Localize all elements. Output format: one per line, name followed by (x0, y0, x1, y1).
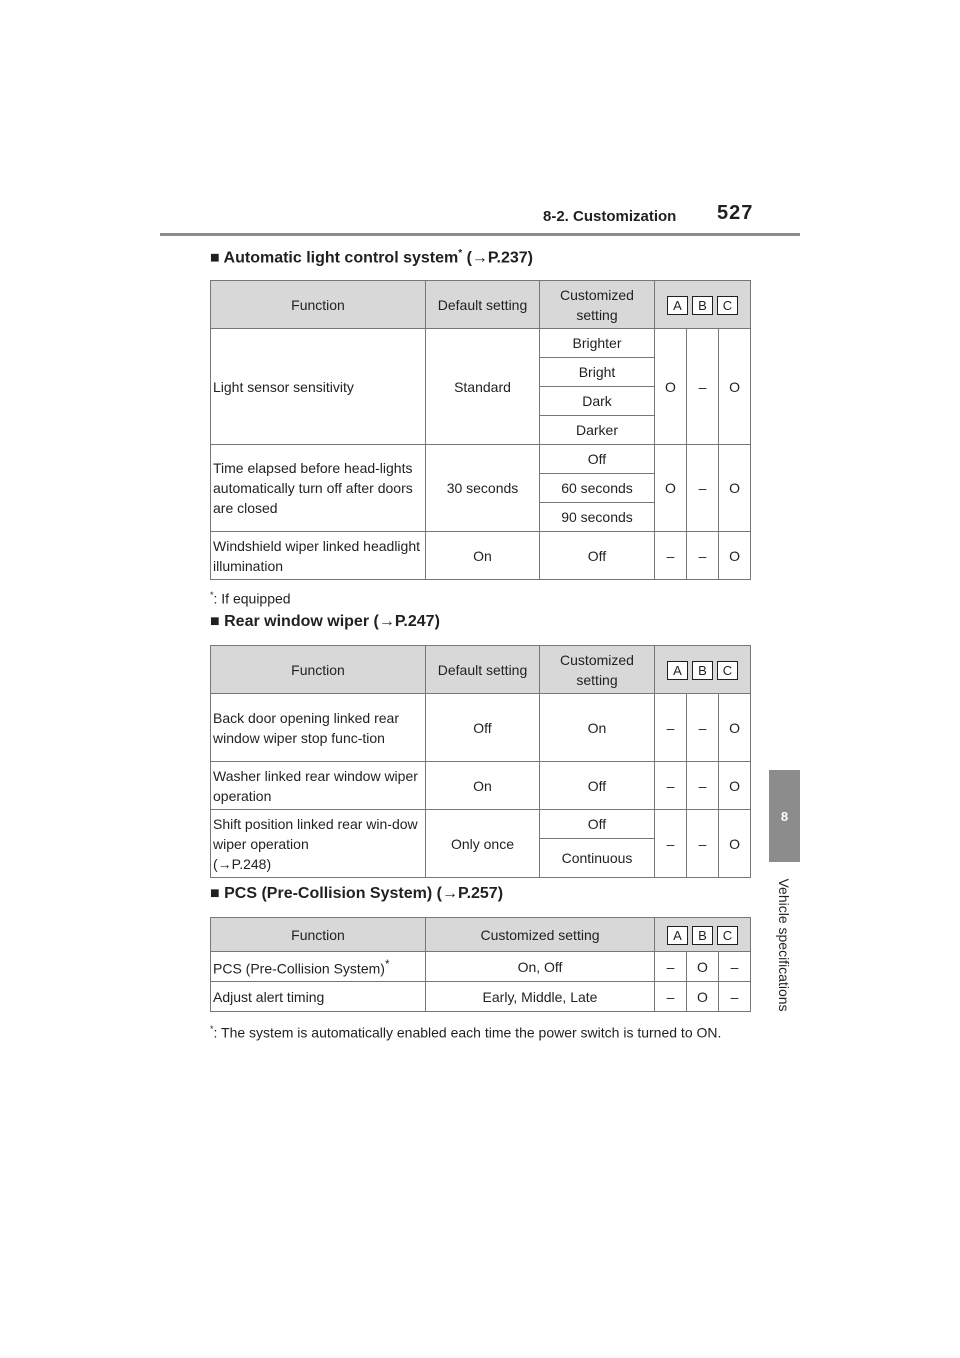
column-header-default: Default setting (426, 646, 540, 694)
footnote-pcs (210, 1020, 755, 1043)
heading-text: Automatic light control system (223, 249, 459, 267)
asterisk-mark: * (210, 590, 214, 600)
asterisk-mark: * (384, 957, 390, 971)
section-title: 8-2. Customization (543, 208, 677, 225)
a-cell: O (655, 329, 687, 445)
footnote-text: : The system is automatically enabled each time the power switch is turned to ON. (213, 1024, 722, 1041)
default-cell: Standard (426, 329, 540, 445)
c-cell: O (719, 762, 751, 810)
chapter-tab (769, 770, 800, 862)
option-cell: 60 seconds (540, 474, 655, 503)
badge-c: C (717, 926, 738, 945)
table-row (211, 982, 751, 1012)
default-cell: Only once (426, 810, 540, 878)
page-reference: P.237) (487, 249, 533, 267)
function-reference (213, 856, 271, 872)
square-bullet-icon: ■ (210, 885, 220, 902)
page-reference: P.248) (231, 855, 272, 872)
ref-open: ( (213, 855, 218, 872)
a-cell: – (655, 982, 687, 1012)
chapter-number: 8 (780, 808, 789, 824)
a-cell: – (655, 952, 687, 982)
arrow-icon: → (441, 885, 458, 902)
table-row (211, 532, 751, 580)
square-bullet-icon: ■ (210, 249, 220, 267)
badge-b: B (692, 296, 713, 315)
heading-ref-open: ( (466, 249, 472, 267)
heading-text: Rear window wiper ( (224, 613, 379, 630)
option-cell: Dark (540, 387, 655, 416)
option-cell: On (540, 694, 655, 762)
table-header-row (211, 918, 751, 952)
option-cell: Brighter (540, 329, 655, 358)
header-divider (160, 233, 800, 236)
badge-a: A (667, 926, 688, 945)
footnote-if-equipped (210, 586, 755, 609)
badge-a: A (667, 296, 688, 315)
default-cell: Off (426, 694, 540, 762)
function-text: PCS (Pre-Collision System) (213, 960, 385, 977)
table-header-row (211, 646, 751, 694)
column-header-function: Function (211, 281, 426, 329)
option-cell: Continuous (540, 839, 655, 878)
b-cell: – (687, 445, 719, 532)
table-row (211, 810, 751, 839)
option-cell: 90 seconds (540, 503, 655, 532)
option-cell: Off (540, 810, 655, 839)
column-header-abc (655, 281, 751, 329)
column-header-customized: Customized setting (426, 918, 655, 952)
arrow-icon: → (471, 249, 488, 267)
square-bullet-icon: ■ (210, 613, 220, 630)
column-header-default: Default setting (426, 281, 540, 329)
asterisk-mark: * (210, 1024, 214, 1034)
b-cell: – (687, 762, 719, 810)
page-reference: P.247) (394, 613, 440, 630)
c-cell: O (719, 532, 751, 580)
b-cell: – (687, 532, 719, 580)
arrow-icon: → (378, 613, 395, 630)
function-cell: Time elapsed before head-lights automatically turn off after doors are closed (211, 445, 426, 532)
section-heading-automatic-light (210, 248, 533, 267)
pcs-table (210, 917, 751, 1012)
column-header-customized: Customized setting (540, 646, 655, 694)
badge-a: A (667, 661, 688, 680)
asterisk-mark: * (458, 248, 463, 259)
column-header-abc (655, 646, 751, 694)
b-cell: O (687, 952, 719, 982)
table-row (211, 694, 751, 762)
function-cell: Light sensor sensitivity (211, 329, 426, 445)
a-cell: – (655, 694, 687, 762)
function-cell (211, 952, 426, 982)
c-cell: O (719, 810, 751, 878)
default-cell: 30 seconds (426, 445, 540, 532)
rear-wiper-table (210, 645, 751, 878)
option-cell: Bright (540, 358, 655, 387)
column-header-function: Function (211, 646, 426, 694)
function-cell: Back door opening linked rear window wiper stop func-tion (211, 694, 426, 762)
table-row (211, 762, 751, 810)
option-cell: Off (540, 445, 655, 474)
column-header-customized: Customized setting (540, 281, 655, 329)
section-heading-rear-wiper (210, 613, 440, 631)
function-cell: Adjust alert timing (211, 982, 426, 1012)
b-cell: – (687, 810, 719, 878)
table-row (211, 329, 751, 358)
function-cell: Windshield wiper linked headlight illumination (211, 532, 426, 580)
default-cell: On (426, 762, 540, 810)
function-cell: Washer linked rear window wiper operation (211, 762, 426, 810)
a-cell: – (655, 762, 687, 810)
b-cell: O (687, 982, 719, 1012)
c-cell: O (719, 445, 751, 532)
badge-b: B (692, 661, 713, 680)
arrow-icon: → (217, 855, 232, 872)
b-cell: – (687, 329, 719, 445)
section-heading-pcs (210, 885, 503, 903)
chapter-label: Vehicle specifications (776, 878, 792, 1012)
heading-text: PCS (Pre-Collision System) ( (224, 885, 442, 902)
page-reference: P.257) (457, 885, 504, 902)
setting-cell: On, Off (426, 952, 655, 982)
column-header-function: Function (211, 918, 426, 952)
a-cell: – (655, 532, 687, 580)
badge-b: B (692, 926, 713, 945)
footnote-text: : If equipped (213, 590, 291, 607)
default-cell: On (426, 532, 540, 580)
badge-c: C (717, 661, 738, 680)
c-cell: O (719, 694, 751, 762)
page-number: 527 (717, 202, 754, 224)
b-cell: – (687, 694, 719, 762)
table-row (211, 952, 751, 982)
c-cell: O (719, 329, 751, 445)
option-cell: Off (540, 762, 655, 810)
function-cell (211, 810, 426, 878)
a-cell: O (655, 445, 687, 532)
function-text: Shift position linked rear win-dow wiper operation (213, 815, 418, 852)
badge-c: C (717, 296, 738, 315)
option-cell: Darker (540, 416, 655, 445)
a-cell: – (655, 810, 687, 878)
table-header-row (211, 281, 751, 329)
c-cell: – (719, 952, 751, 982)
column-header-abc (655, 918, 751, 952)
automatic-light-table (210, 280, 751, 580)
c-cell: – (719, 982, 751, 1012)
setting-cell: Early, Middle, Late (426, 982, 655, 1012)
table-row (211, 445, 751, 474)
option-cell: Off (540, 532, 655, 580)
